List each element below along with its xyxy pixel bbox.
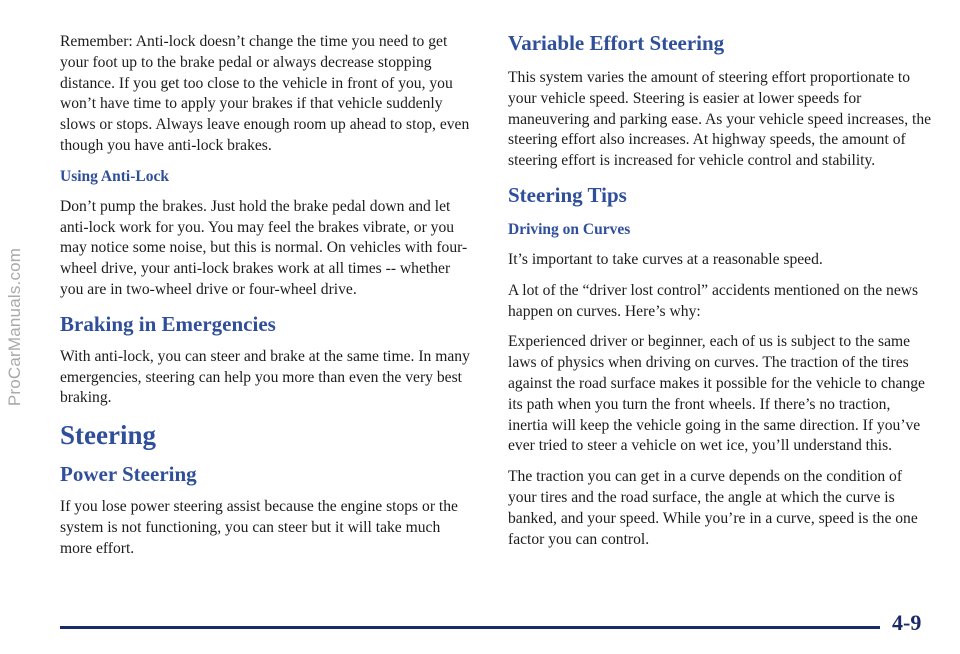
variable-effort-paragraph: This system varies the amount of steering effort proportionate to your vehicle speed. Steering is easier at lower speeds for maneuvering and parking ease. As your vehicle speed increases, the steering effort also increases. At highway speeds, the amount of steering effort is increased for vehicle control and stability. [508, 69, 932, 170]
power-steering-heading: Power Steering [60, 462, 197, 487]
using-anti-lock-paragraph: Don’t pump the brakes. Just hold the brake pedal down and let anti-lock work for you. You may feel the brakes vibrate, or you may notice some noise, but this is normal. On vehicles with four-wheel drive, your anti-lock brakes work at all times -- whether you are in two-wheel drive or four-wheel drive. [60, 197, 468, 298]
driving-on-curves-heading: Driving on Curves [508, 220, 631, 238]
curves-physics-paragraph: Experienced driver or beginner, each of us is subject to the same laws of physics when driving on curves. The traction of the tires against the road surface makes it possible for the vehicle to change its path when you turn the front wheels. If there’s no traction, inertia will keep the vehicle going in the same direction. If you’ve ever tried to steer a vehicle on wet ice, you’ll understand this. [508, 333, 925, 455]
steering-tips-heading: Steering Tips [508, 182, 627, 207]
steering-heading: Steering [60, 420, 156, 451]
watermark-text: ProCarManuals.com [5, 247, 24, 407]
power-steering-paragraph: If you lose power steering assist because the engine stops or the system is not functioning, you can steer but it will take much more effort. [60, 498, 458, 557]
watermark [2, 0, 28, 654]
curves-accidents-paragraph: A lot of the “driver lost control” accidents mentioned on the news happen on curves. Here’s why: [508, 281, 919, 320]
anti-lock-reminder-paragraph: Remember: Anti-lock doesn’t change the time you need to get your foot up to the brake pedal or always decrease stopping distance. If you get too close to the vehicle in front of you, you won’t have time to apply your brakes if that vehicle suddenly slows or stops. Always leave enough room up ahead to stop, even though you have anti-lock brakes. [60, 33, 470, 154]
curves-traction-paragraph: The traction you can get in a curve depends on the condition of your tires and the road surface, the angle at which the curve is banked, and your speed. While you’re in a curve, speed is the one factor you can control. [508, 468, 918, 548]
braking-in-emergencies-paragraph: With anti-lock, you can steer and brake at the same time. In many emergencies, steering can help you more than even the very best braking. [60, 347, 470, 407]
using-anti-lock-heading: Using Anti-Lock [60, 167, 169, 185]
footer-rule [60, 626, 880, 629]
braking-in-emergencies-heading: Braking in Emergencies [60, 311, 276, 336]
left-column [60, 32, 476, 570]
variable-effort-steering-heading: Variable Effort Steering [508, 31, 725, 55]
page-number: 4-9 [892, 610, 922, 635]
right-column [508, 30, 932, 560]
curves-speed-paragraph: It’s important to take curves at a reasonable speed. [508, 250, 823, 268]
